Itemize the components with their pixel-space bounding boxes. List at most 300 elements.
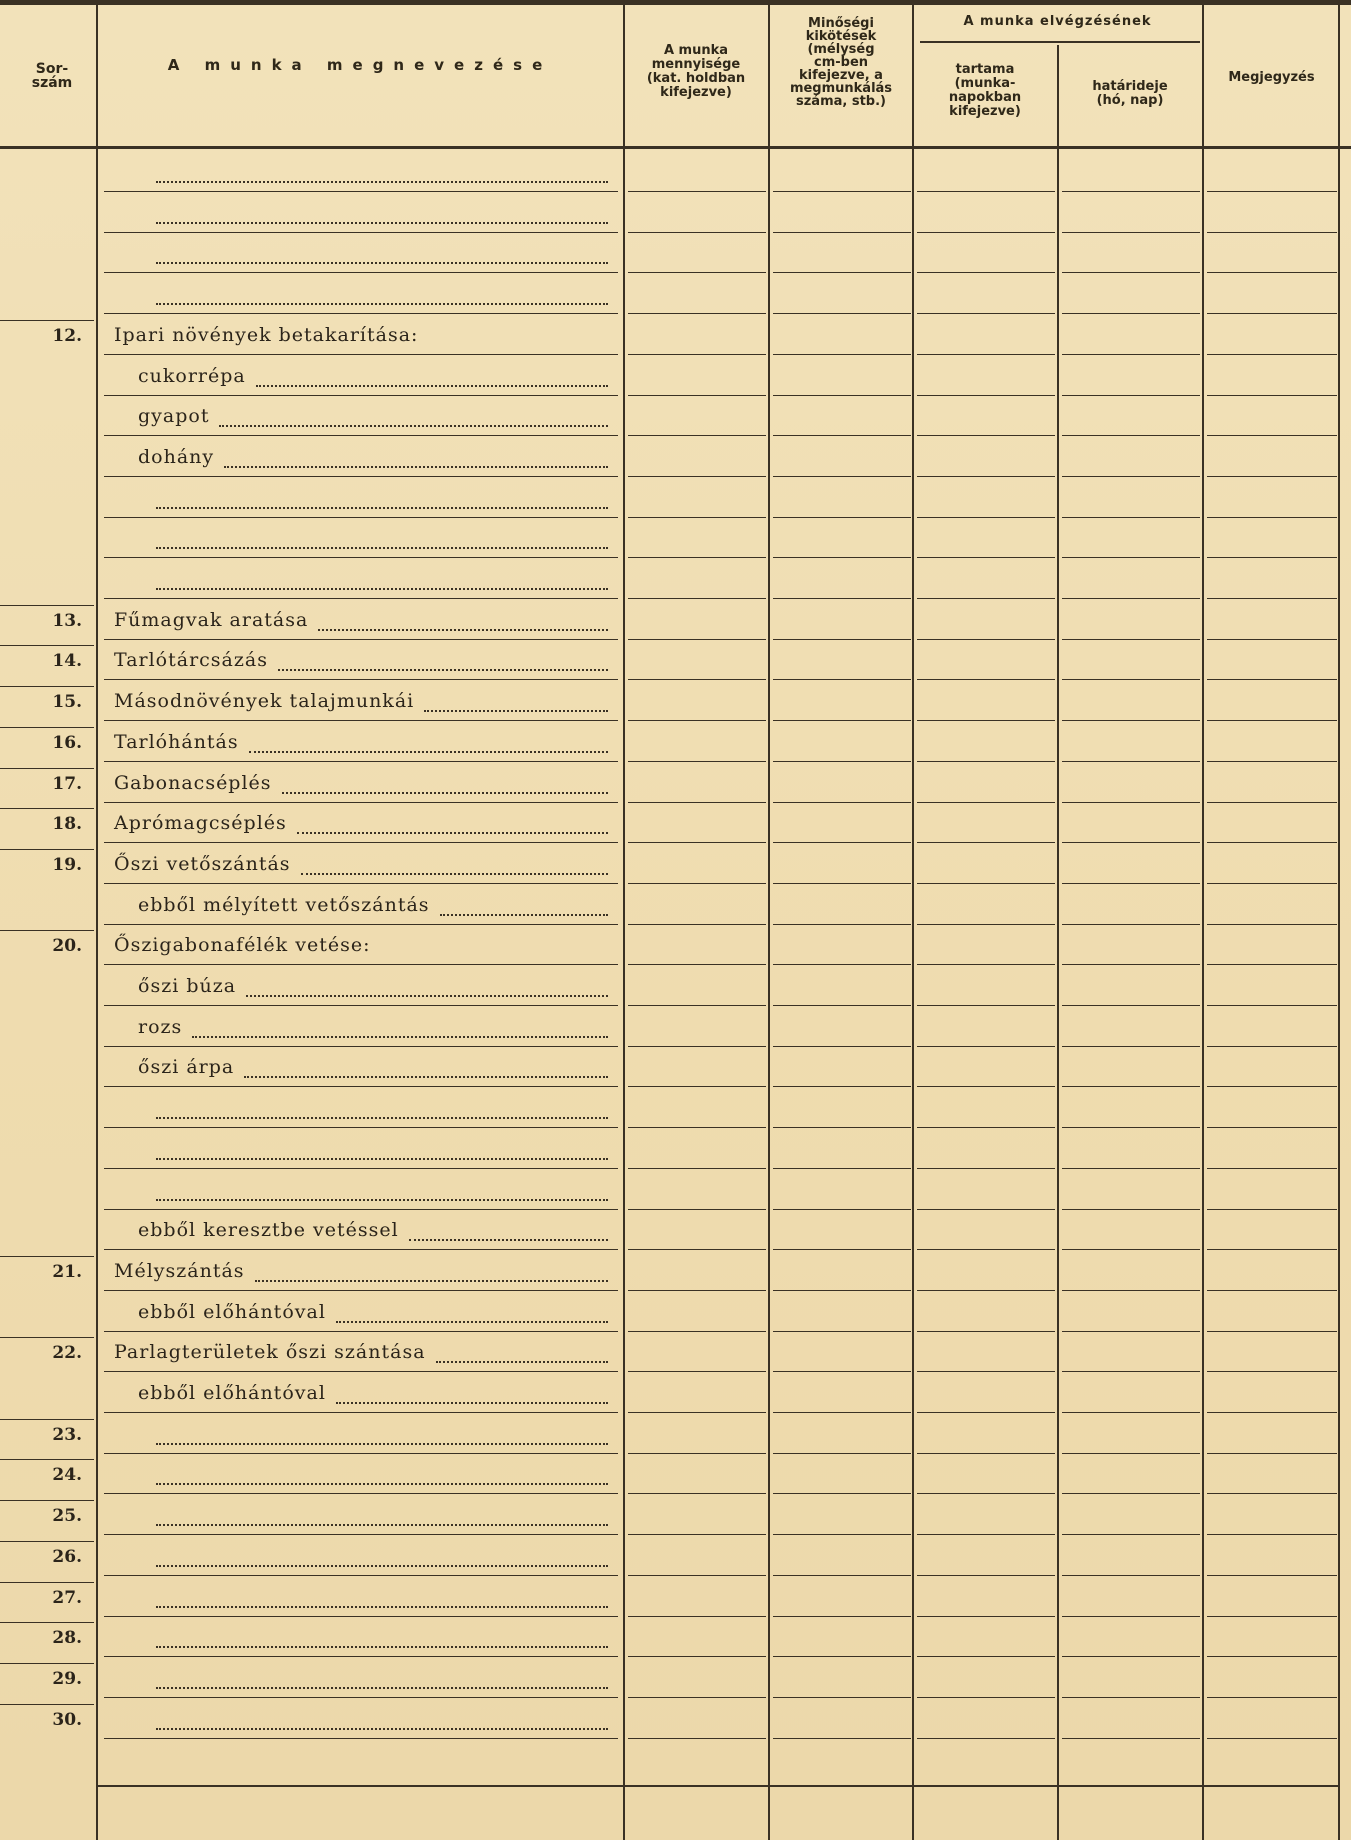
cell-rule: [773, 517, 911, 518]
label-rule: [104, 1086, 618, 1087]
row-number: 19.: [52, 855, 82, 875]
row-number: 17.: [52, 774, 82, 794]
dotted-leader: [219, 411, 608, 427]
dotted-leader: [440, 900, 608, 916]
dotted-leader: [224, 452, 608, 468]
cell-rule: [628, 1412, 766, 1413]
cell-rule: [628, 517, 766, 518]
label-rule: [104, 883, 618, 884]
cell-rule: [1062, 842, 1200, 843]
header-sorszam: Sor- szám: [31, 61, 73, 91]
cell-rule: [1062, 964, 1200, 965]
label-rule: [104, 964, 618, 965]
label-rule: [104, 842, 618, 843]
cell-rule: [1062, 1005, 1200, 1006]
cell-rule: [1207, 1249, 1337, 1250]
cell-rule: [917, 924, 1055, 925]
label-rule: [104, 761, 618, 762]
cell-rule: [1062, 1697, 1200, 1698]
number-rule: [0, 320, 94, 321]
col-rule-1: [96, 5, 98, 1840]
label-rule: [104, 557, 618, 558]
label-rule: [104, 1209, 618, 1210]
dotted-leader: [192, 1022, 608, 1038]
cell-rule: [1207, 557, 1337, 558]
cell-rule: [1207, 1493, 1337, 1494]
cell-rule: [917, 761, 1055, 762]
cell-rule: [917, 354, 1055, 355]
cell-rule: [917, 517, 1055, 518]
dotted-leader: [156, 208, 608, 224]
cell-rule: [1062, 679, 1200, 680]
cell-rule: [628, 639, 766, 640]
cell-rule: [773, 1290, 911, 1291]
cell-rule: [773, 924, 911, 925]
dotted-leader: [318, 615, 608, 631]
row-label: dohány: [138, 446, 215, 468]
cell-rule: [628, 272, 766, 273]
label-rule: [104, 1616, 618, 1617]
cell-rule: [628, 1086, 766, 1087]
cell-rule: [917, 1086, 1055, 1087]
number-rule: [0, 1704, 94, 1705]
cell-rule: [1062, 1249, 1200, 1250]
row-label: Aprómagcséplés: [114, 812, 287, 834]
cell-rule: [917, 679, 1055, 680]
label-rule: [104, 802, 618, 803]
cell-rule: [1062, 1412, 1200, 1413]
number-rule: [0, 768, 94, 769]
cell-rule: [1207, 1453, 1337, 1454]
cell-rule: [917, 802, 1055, 803]
cell-rule: [1062, 1534, 1200, 1535]
number-rule: [0, 1337, 94, 1338]
cell-rule: [773, 1534, 911, 1535]
dotted-leader: [156, 1469, 608, 1485]
cell-rule: [628, 1697, 766, 1698]
cell-rule: [917, 1371, 1055, 1372]
cell-rule: [773, 679, 911, 680]
cell-rule: [628, 1249, 766, 1250]
cell-rule: [917, 1493, 1055, 1494]
cell-rule: [773, 232, 911, 233]
cell-rule: [628, 191, 766, 192]
row-number: 16.: [52, 733, 82, 753]
cell-rule: [1062, 1371, 1200, 1372]
cell-rule: [1207, 517, 1337, 518]
label-rule: [104, 598, 618, 599]
cell-rule: [773, 1616, 911, 1617]
cell-rule: [1207, 964, 1337, 965]
cell-rule: [628, 964, 766, 965]
dotted-leader: [255, 1266, 608, 1282]
number-rule: [0, 1541, 94, 1542]
row-number: 21.: [52, 1262, 82, 1282]
cell-rule: [917, 720, 1055, 721]
cell-rule: [773, 313, 911, 314]
row-number: 25.: [52, 1506, 82, 1526]
dotted-leader: [409, 1225, 608, 1241]
row-label: Tarlóhántás: [114, 731, 239, 753]
number-rule: [0, 930, 94, 931]
label-rule: [104, 1656, 618, 1657]
cell-rule: [773, 1575, 911, 1576]
cell-rule: [1062, 191, 1200, 192]
row-number: 20.: [52, 936, 82, 956]
cell-rule: [628, 924, 766, 925]
dotted-leader: [156, 248, 608, 264]
cell-rule: [1062, 354, 1200, 355]
number-rule: [0, 1622, 94, 1623]
cell-rule: [628, 1738, 766, 1739]
cell-rule: [1062, 272, 1200, 273]
cell-rule: [1207, 1005, 1337, 1006]
dotted-leader: [424, 696, 608, 712]
label-rule: [104, 1534, 618, 1535]
label-rule: [104, 1412, 618, 1413]
cell-rule: [1207, 1738, 1337, 1739]
cell-rule: [917, 1046, 1055, 1047]
header-hatarideje: határideje (hó, nap): [1092, 79, 1168, 108]
cell-rule: [773, 883, 911, 884]
label-rule: [104, 924, 618, 925]
cell-rule: [1207, 761, 1337, 762]
label-rule: [104, 395, 618, 396]
cell-rule: [1207, 1331, 1337, 1332]
cell-rule: [628, 842, 766, 843]
cell-rule: [1062, 761, 1200, 762]
cell-rule: [917, 964, 1055, 965]
cell-rule: [917, 395, 1055, 396]
cell-rule: [1207, 1290, 1337, 1291]
cell-rule: [773, 842, 911, 843]
cell-rule: [1207, 476, 1337, 477]
dotted-leader: [249, 737, 608, 753]
cell-rule: [628, 557, 766, 558]
col-rule-5: [1057, 45, 1059, 1840]
label-rule: [104, 1575, 618, 1576]
dotted-leader: [156, 533, 608, 549]
dotted-leader: [244, 1062, 608, 1078]
number-rule: [0, 849, 94, 850]
row-label: Őszi vetőszántás: [114, 853, 291, 875]
label-rule: [104, 354, 618, 355]
cell-rule: [773, 1656, 911, 1657]
cell-rule: [1207, 1046, 1337, 1047]
cell-rule: [628, 720, 766, 721]
row-label: Gabonacséplés: [114, 772, 272, 794]
cell-rule: [1207, 924, 1337, 925]
cell-rule: [1062, 557, 1200, 558]
dotted-leader: [156, 1144, 608, 1160]
label-rule: [104, 1493, 618, 1494]
col-rule-2: [623, 5, 625, 1840]
cell-rule: [1062, 435, 1200, 436]
cell-rule: [1207, 1127, 1337, 1128]
number-rule: [0, 1663, 94, 1664]
cell-rule: [917, 1575, 1055, 1576]
dotted-leader: [301, 859, 608, 875]
row-number: 24.: [52, 1465, 82, 1485]
cell-rule: [628, 679, 766, 680]
label-rule: [104, 1738, 618, 1739]
cell-rule: [773, 1127, 911, 1128]
cell-rule: [773, 639, 911, 640]
header-minosegi: Minőségi kikötések (mélység cm-ben kifejezve, a megmunkálás száma, stb.): [789, 16, 893, 109]
group-rule: [920, 41, 1200, 43]
cell-rule: [773, 435, 911, 436]
cell-rule: [628, 1290, 766, 1291]
row-label: Tarlótárcsázás: [114, 649, 268, 671]
label-rule: [104, 476, 618, 477]
cell-rule: [773, 1168, 911, 1169]
row-number: 28.: [52, 1628, 82, 1648]
dotted-leader: [256, 371, 608, 387]
cell-rule: [628, 1453, 766, 1454]
cell-rule: [1062, 598, 1200, 599]
cell-rule: [628, 395, 766, 396]
cell-rule: [917, 598, 1055, 599]
cell-rule: [1062, 395, 1200, 396]
cell-rule: [1207, 272, 1337, 273]
row-number: 27.: [52, 1588, 82, 1608]
row-number: 23.: [52, 1425, 82, 1445]
cell-rule: [1207, 1575, 1337, 1576]
label-rule: [104, 639, 618, 640]
row-number: 29.: [52, 1669, 82, 1689]
dotted-leader: [336, 1307, 608, 1323]
cell-rule: [917, 1453, 1055, 1454]
cell-rule: [1207, 1656, 1337, 1657]
dotted-leader: [282, 778, 608, 794]
header-mennyiseg: A munka mennyisége (kat. holdban kifejezve): [646, 43, 746, 100]
cell-rule: [773, 1209, 911, 1210]
cell-rule: [1062, 720, 1200, 721]
number-rule: [0, 1419, 94, 1420]
dotted-leader: [156, 1714, 608, 1730]
label-rule: [104, 1046, 618, 1047]
cell-rule: [773, 761, 911, 762]
label-rule: [104, 1697, 618, 1698]
header-megnevezes: A munka megnevezése: [167, 56, 553, 74]
cell-rule: [1062, 1046, 1200, 1047]
cell-rule: [917, 1697, 1055, 1698]
cell-rule: [773, 557, 911, 558]
cell-rule: [773, 1453, 911, 1454]
label-rule: [104, 272, 618, 273]
cell-rule: [917, 1738, 1055, 1739]
cell-rule: [1062, 1127, 1200, 1128]
col-rule-7: [1338, 5, 1340, 1840]
cell-rule: [1062, 1209, 1200, 1210]
number-rule: [0, 1500, 94, 1501]
cell-rule: [1062, 883, 1200, 884]
cell-rule: [1207, 720, 1337, 721]
row-label: ebből előhántóval: [138, 1301, 326, 1323]
cell-rule: [1062, 1738, 1200, 1739]
label-rule: [104, 435, 618, 436]
cell-rule: [1207, 679, 1337, 680]
cell-rule: [917, 842, 1055, 843]
row-number: 12.: [52, 326, 82, 346]
row-label: rozs: [138, 1016, 183, 1038]
dotted-leader: [156, 167, 608, 183]
cell-rule: [628, 1005, 766, 1006]
cell-rule: [773, 1249, 911, 1250]
cell-rule: [628, 1127, 766, 1128]
cell-rule: [917, 1656, 1055, 1657]
row-number: 15.: [52, 692, 82, 712]
cell-rule: [1062, 1575, 1200, 1576]
cell-rule: [1062, 1656, 1200, 1657]
cell-rule: [1207, 1168, 1337, 1169]
cell-rule: [773, 1412, 911, 1413]
cell-rule: [917, 313, 1055, 314]
number-rule: [0, 686, 94, 687]
cell-rule: [1207, 191, 1337, 192]
dotted-leader: [156, 289, 608, 305]
label-rule: [104, 232, 618, 233]
cell-rule: [1062, 1616, 1200, 1617]
number-rule: [0, 1582, 94, 1583]
cell-rule: [1207, 232, 1337, 233]
cell-rule: [773, 1697, 911, 1698]
cell-rule: [1207, 598, 1337, 599]
cell-rule: [1062, 802, 1200, 803]
cell-rule: [773, 1371, 911, 1372]
cell-rule: [1062, 1493, 1200, 1494]
cell-rule: [1062, 232, 1200, 233]
row-label: ebből keresztbe vetéssel: [138, 1219, 399, 1241]
row-label: őszi árpa: [138, 1056, 235, 1078]
label-rule: [104, 1331, 618, 1332]
label-rule: [104, 1290, 618, 1291]
cell-rule: [917, 272, 1055, 273]
row-number: 18.: [52, 814, 82, 834]
dotted-leader: [156, 1429, 608, 1445]
cell-rule: [1062, 1331, 1200, 1332]
cell-rule: [917, 1616, 1055, 1617]
header-megjegyzes: Megjegyzés: [1228, 70, 1315, 85]
label-rule: [104, 720, 618, 721]
row-label: Ipari növények betakarítása:: [114, 324, 419, 346]
cell-rule: [628, 232, 766, 233]
bottom-rule: [96, 1785, 1338, 1787]
cell-rule: [628, 1493, 766, 1494]
cell-rule: [773, 1046, 911, 1047]
cell-rule: [917, 435, 1055, 436]
cell-rule: [1207, 1209, 1337, 1210]
cell-rule: [917, 1127, 1055, 1128]
row-number: 13.: [52, 611, 82, 631]
cell-rule: [773, 1005, 911, 1006]
cell-rule: [1207, 354, 1337, 355]
cell-rule: [1207, 1534, 1337, 1535]
cell-rule: [1062, 1290, 1200, 1291]
label-rule: [104, 1249, 618, 1250]
dotted-leader: [156, 1185, 608, 1201]
number-rule: [0, 1256, 94, 1257]
cell-rule: [1207, 842, 1337, 843]
cell-rule: [773, 964, 911, 965]
label-rule: [104, 679, 618, 680]
cell-rule: [917, 639, 1055, 640]
col-rule-6: [1202, 5, 1204, 1840]
label-rule: [104, 1371, 618, 1372]
dotted-leader: [336, 1388, 608, 1404]
header-elvegzes: A munka elvégzésének: [963, 14, 1152, 29]
cell-rule: [1207, 313, 1337, 314]
cell-rule: [628, 1575, 766, 1576]
cell-rule: [917, 1249, 1055, 1250]
cell-rule: [1062, 1453, 1200, 1454]
cell-rule: [1207, 802, 1337, 803]
row-label: Fűmagvak aratása: [114, 609, 309, 631]
cell-rule: [628, 761, 766, 762]
cell-rule: [1207, 639, 1337, 640]
cell-rule: [917, 557, 1055, 558]
cell-rule: [917, 1534, 1055, 1535]
cell-rule: [1207, 1371, 1337, 1372]
dotted-leader: [156, 1632, 608, 1648]
label-rule: [104, 1005, 618, 1006]
dotted-leader: [156, 493, 608, 509]
dotted-leader: [156, 1673, 608, 1689]
cell-rule: [773, 720, 911, 721]
cell-rule: [628, 1534, 766, 1535]
row-number: 14.: [52, 651, 82, 671]
cell-rule: [628, 1331, 766, 1332]
cell-rule: [1062, 313, 1200, 314]
dotted-leader: [156, 1592, 608, 1608]
cell-rule: [1207, 1412, 1337, 1413]
label-rule: [104, 1453, 618, 1454]
cell-rule: [628, 354, 766, 355]
row-label: cukorrépa: [138, 365, 246, 387]
cell-rule: [773, 1086, 911, 1087]
cell-rule: [773, 395, 911, 396]
cell-rule: [917, 1168, 1055, 1169]
top-border: [0, 0, 1351, 5]
cell-rule: [917, 883, 1055, 884]
cell-rule: [917, 1290, 1055, 1291]
header-rule: [0, 146, 1351, 149]
cell-rule: [1207, 883, 1337, 884]
cell-rule: [628, 476, 766, 477]
col-rule-3: [768, 5, 770, 1840]
label-rule: [104, 1127, 618, 1128]
row-number: 30.: [52, 1710, 82, 1730]
cell-rule: [1062, 1086, 1200, 1087]
cell-rule: [773, 1493, 911, 1494]
number-rule: [0, 808, 94, 809]
dotted-leader: [436, 1347, 608, 1363]
cell-rule: [628, 1168, 766, 1169]
row-label: Másodnövények talajmunkái: [114, 690, 415, 712]
label-rule: [104, 191, 618, 192]
number-rule: [0, 605, 94, 606]
cell-rule: [917, 232, 1055, 233]
cell-rule: [1062, 517, 1200, 518]
row-label: ebből mélyített vetőszántás: [138, 894, 430, 916]
dotted-leader: [156, 1510, 608, 1526]
row-label: őszi búza: [138, 975, 237, 997]
cell-rule: [1207, 1697, 1337, 1698]
cell-rule: [1062, 476, 1200, 477]
cell-rule: [773, 476, 911, 477]
row-label: ebből előhántóval: [138, 1382, 326, 1404]
dotted-leader: [246, 981, 608, 997]
